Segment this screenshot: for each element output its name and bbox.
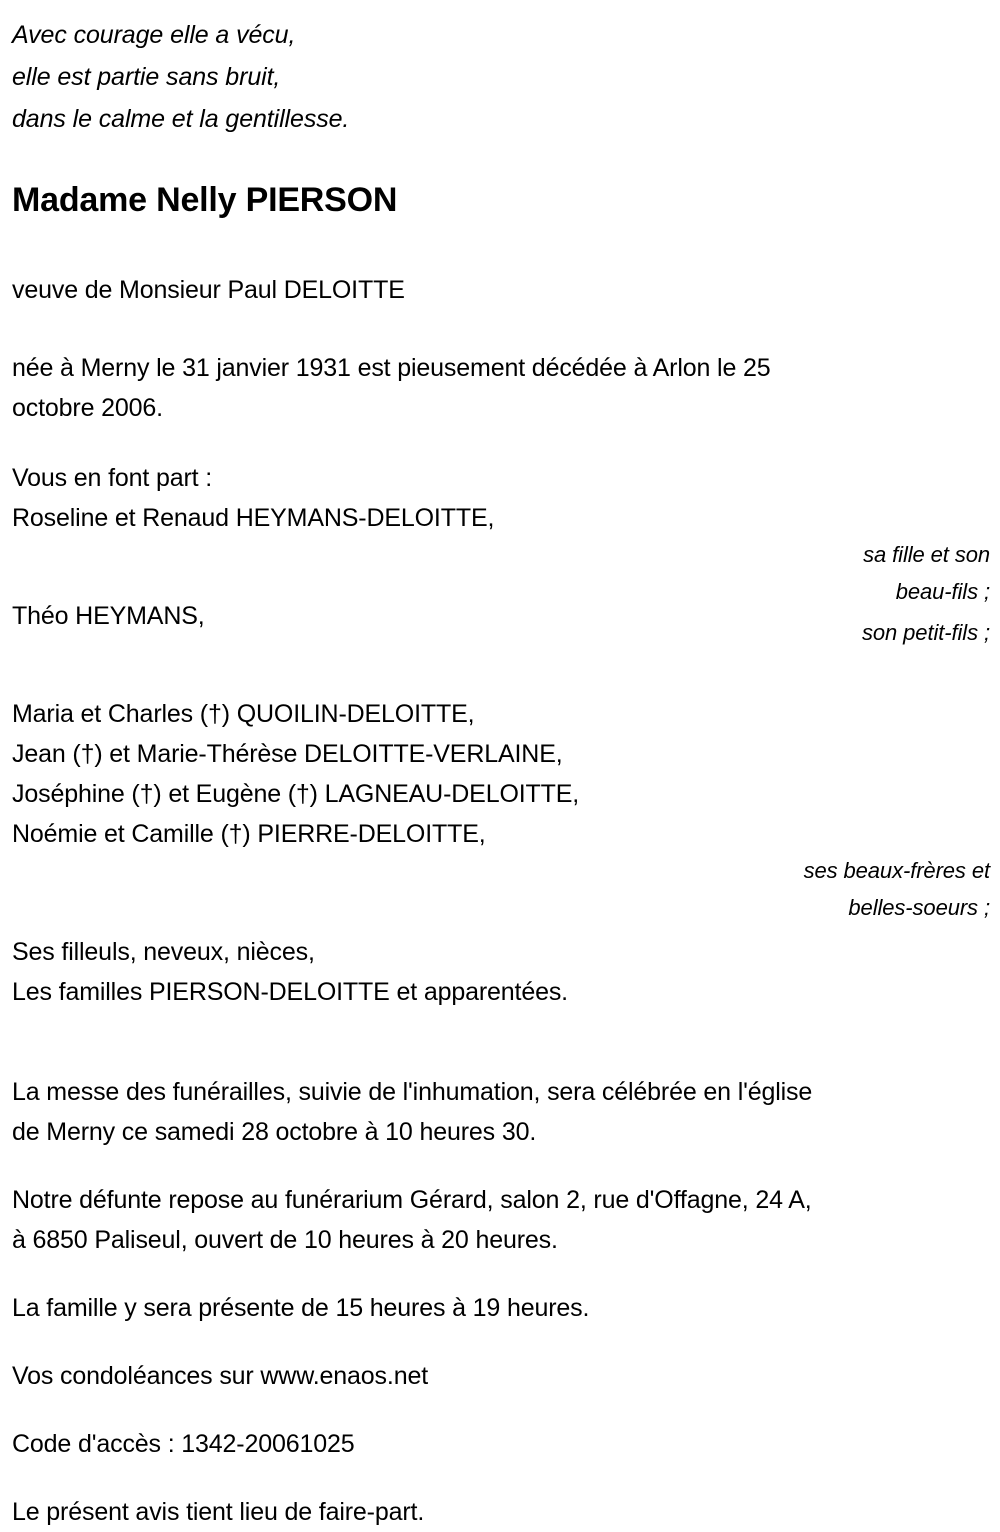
repose-block (0, 1180, 1000, 1260)
deceased-name: Madame Nelly PIERSON (12, 181, 398, 219)
birth-death-line-2: octobre 2006. (12, 394, 163, 422)
relation-names (12, 498, 990, 538)
relation-name-line: Joséphine (†) et Eugène (†) LAGNEAU-DELOITTE, (12, 780, 580, 808)
relation-name-line: Noémie et Camille (†) PIERRE-DELOITTE, (12, 820, 486, 848)
relation-role-line: ses beaux-frères et (803, 858, 990, 883)
family-presence-line: La famille y sera présente de 15 heures à 19 heures. (12, 1294, 590, 1322)
relation-name-line: Roseline et Renaud HEYMANS-DELOITTE, (12, 504, 495, 532)
condolences-line: Vos condoléances sur www.enaos.net (12, 1362, 428, 1390)
ceremony-block (0, 1072, 1000, 1152)
access-code-line: Code d'accès : 1342-20061025 (12, 1430, 355, 1458)
relation-role-line: beau-fils ; (895, 579, 990, 604)
faire-part-notice-line: Le présent avis tient lieu de faire-part. (12, 1498, 425, 1526)
ceremony-line-2: de Merny ce samedi 28 octobre à 10 heures 30. (12, 1118, 537, 1146)
ceremony-line-1: La messe des funérailles, suivie de l'inhumation, sera célébrée en l'église (12, 1078, 813, 1106)
relation-role-line: son petit-fils ; (861, 620, 990, 645)
relatives-closing-block (0, 932, 1000, 1012)
birth-death-block (0, 348, 982, 428)
relation-names (12, 694, 990, 854)
relation-role-line: sa fille et son (863, 542, 990, 567)
relation-group-daughter (0, 498, 1000, 604)
relation-name-line: Jean (†) et Marie-Thérèse DELOITTE-VERLAINE, (12, 740, 563, 768)
relation-role-in-laws (570, 852, 990, 926)
relation-group-grandson (0, 596, 1000, 645)
godchildren-line: Ses filleuls, neveux, nièces, (12, 938, 315, 966)
repose-line-1: Notre défunte repose au funérarium Gérard, salon 2, rue d'Offagne, 24 A, (12, 1186, 812, 1214)
epigraph-line-1: Avec courage elle a vécu, (12, 21, 296, 49)
relation-role-line: belles-soeurs ; (848, 895, 990, 920)
relation-role-grandson (570, 614, 990, 651)
epigraph-line-3: dans le calme et la gentillesse. (12, 105, 350, 133)
epigraph-line-2: elle est partie sans bruit, (12, 63, 281, 91)
announcement-intro: Vous en font part : (12, 464, 213, 492)
spouse-line: veuve de Monsieur Paul DELOITTE (12, 276, 405, 304)
repose-line-2: à 6850 Paliseul, ouvert de 10 heures à 20 heures. (12, 1226, 558, 1254)
families-line: Les familles PIERSON-DELOITTE et apparentées. (12, 978, 568, 1006)
birth-death-line-1: née à Merny le 31 janvier 1931 est pieusement décédée à Arlon le 25 (12, 354, 771, 382)
relation-group-in-laws (0, 694, 1000, 920)
epigraph-block (0, 0, 1000, 140)
relation-name-line: Théo HEYMANS, (12, 602, 205, 630)
relation-name-line: Maria et Charles (†) QUOILIN-DELOITTE, (12, 700, 475, 728)
